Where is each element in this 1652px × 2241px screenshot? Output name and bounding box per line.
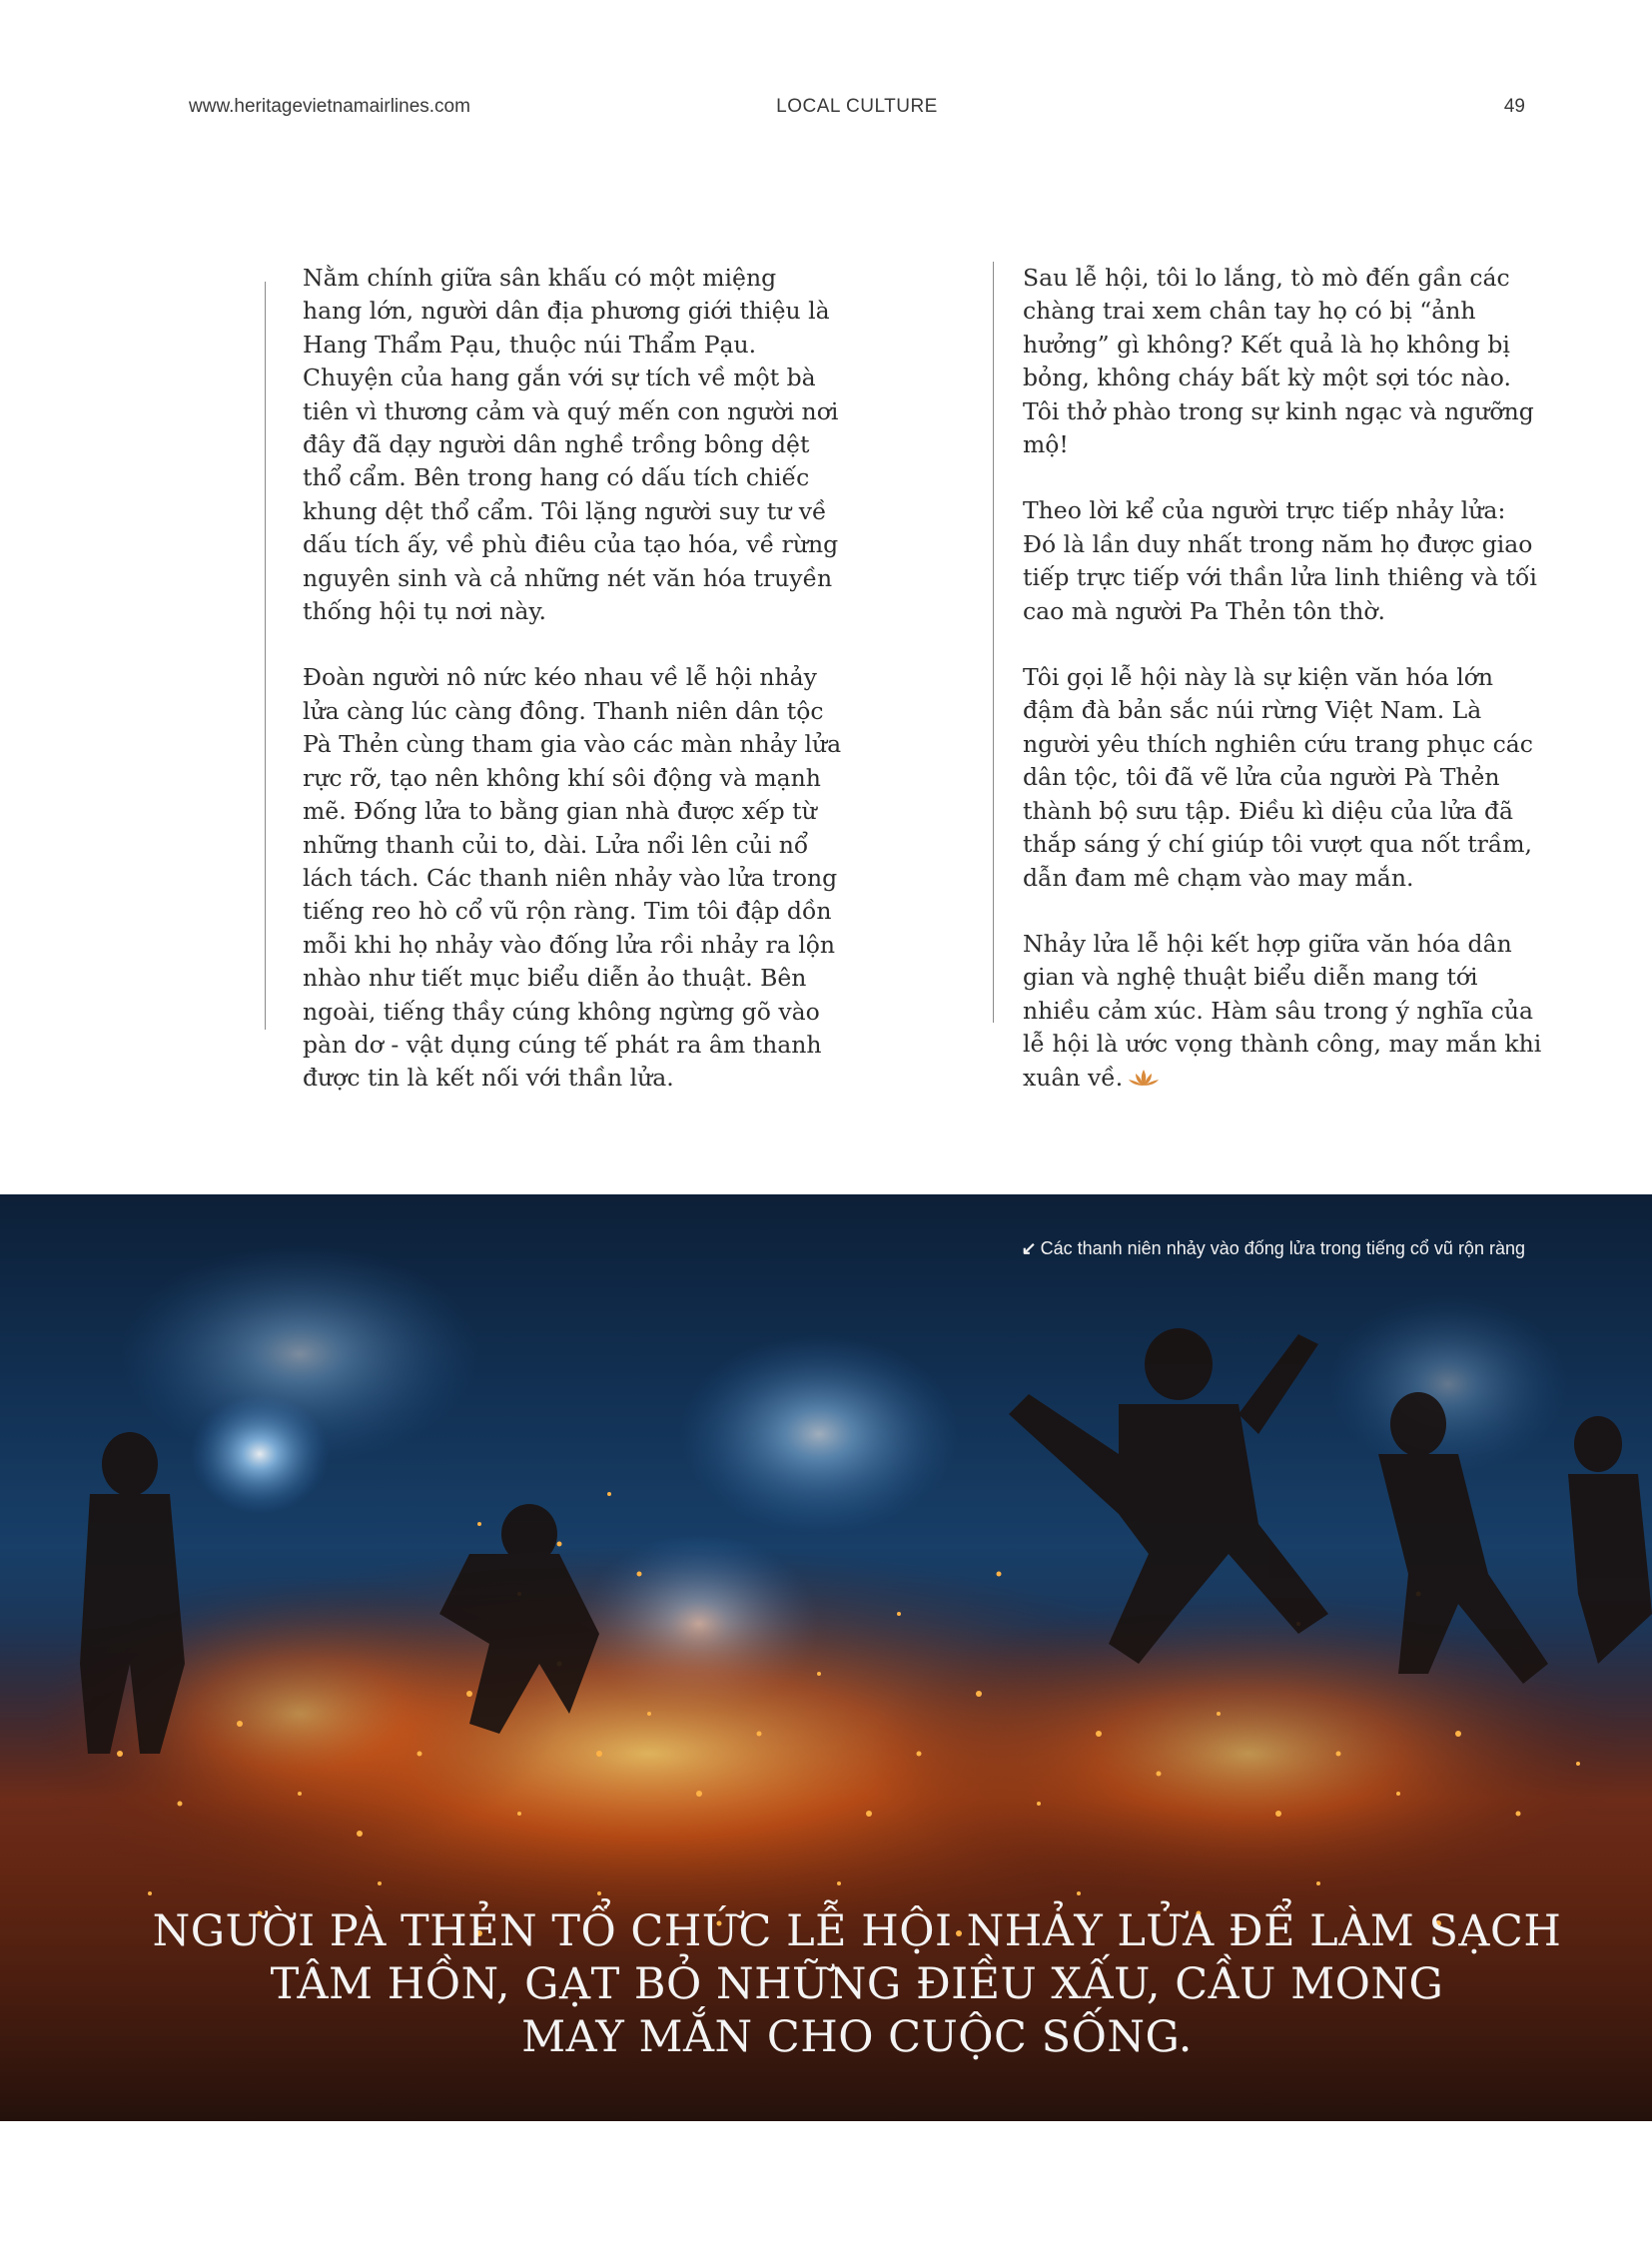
quote-line: MAY MẮN CHO CUỘC SỐNG. — [521, 2012, 1193, 2062]
paragraph: Theo lời kể của người trực tiếp nhảy lửa: Đó là lần duy nhất trong năm họ được giao tiếp trực tiếp với thần lửa linh thiêng và tối cao mà người Pa Thẻn tôn thờ. — [1023, 496, 1537, 625]
page-number: 49 — [1503, 96, 1525, 117]
page-header — [0, 96, 1652, 120]
lotus-end-mark-icon — [1127, 1064, 1161, 1097]
section-title: LOCAL CULTURE — [776, 96, 938, 117]
caption-text: Các thanh niên nhảy vào đống lửa trong tiếng cổ vũ rộn ràng — [1040, 1238, 1525, 1258]
left-column-rule — [265, 282, 266, 1030]
pull-quote — [0, 1905, 1652, 2064]
right-column — [1023, 262, 1542, 1129]
caption-arrow-icon: ↙ — [1021, 1238, 1037, 1258]
left-column — [303, 262, 842, 1128]
paragraph-text: Nhảy lửa lễ hội kết hợp giữa văn hóa dân gian và nghệ thuật biểu diễn mang tới nhiều cảm xúc. Hàm sâu trong ý nghĩa của lễ hội là ước vọng thành công, may mắn khi xuân về. — [1023, 929, 1542, 1092]
quote-line: NGƯỜI PÀ THẺN TỔ CHỨC LỄ HỘI NHẢY LỬA ĐỂ LÀM SẠCH — [152, 1906, 1562, 1956]
right-column-rule — [993, 262, 994, 1023]
paragraph: Nằm chính giữa sân khấu có một miệng hang lớn, người dân địa phương giới thiệu là Hang Thẩm Pạu, thuộc núi Thẩm Pạu. Chuyện của hang gắn với sự tích về một bà tiên vì thương cảm và quý mến con người nơi đây đã dạy người dân nghề trồng bông dệt thổ cẩm. Bên trong hang có dấu tích chiếc khung dệt thổ cẩm. Tôi lặng người suy tư về dấu tích ấy, về phù điêu của tạo hóa, về rừng nguyên sinh và cả những nét văn hóa truyền thống hội tụ nơi này. — [303, 264, 839, 626]
last-paragraph — [1023, 928, 1542, 1097]
photo-caption — [1022, 1238, 1525, 1259]
paragraph: Sau lễ hội, tôi lo lắng, tò mò đến gần các chàng trai xem chân tay họ có bị “ảnh hưởng” gì không? Kết quả là họ không bị bỏng, không cháy bất kỳ một sợi tóc nào. Tôi thở phào trong sự kinh ngạc và ngưỡng mộ! — [1023, 264, 1534, 459]
quote-line: TÂM HỒN, GẠT BỎ NHỮNG ĐIỀU XẤU, CẦU MONG — [270, 1959, 1444, 2009]
website-url[interactable]: www.heritagevietnamairlines.com — [189, 96, 470, 117]
fire-dance-photo — [0, 1194, 1652, 2121]
paragraph: Tôi gọi lễ hội này là sự kiện văn hóa lớn đậm đà bản sắc núi rừng Việt Nam. Là người yêu thích nghiên cứu trang phục các dân tộc, tôi đã vẽ lửa của người Pà Thẻn thành bộ sưu tập. Điều kì diệu của lửa đã thắp sáng ý chí giúp tôi vượt qua nốt trầm, dẫn đam mê chạm vào may mắn. — [1023, 663, 1533, 892]
paragraph: Đoàn người nô nức kéo nhau về lễ hội nhảy lửa càng lúc càng đông. Thanh niên dân tộc Pà Thẻn cùng tham gia vào các màn nhảy lửa rực rỡ, tạo nên không khí sôi động và mạnh mẽ. Đống lửa to bằng gian nhà được xếp từ những thanh củi to, dài. Lửa nổi lên củi nổ lách tách. Các thanh niên nhảy vào lửa trong tiếng reo hò cổ vũ rộn ràng. Tim tôi đập dồn mỗi khi họ nhảy vào đống lửa rồi nhảy ra lộn nhào như tiết mục biểu diễn ảo thuật. Bên ngoài, tiếng thầy cúng không ngừng gõ vào pàn dơ - vật dụng cúng tế phát ra âm thanh được tin là kết nối với thần lửa. — [303, 663, 842, 1093]
